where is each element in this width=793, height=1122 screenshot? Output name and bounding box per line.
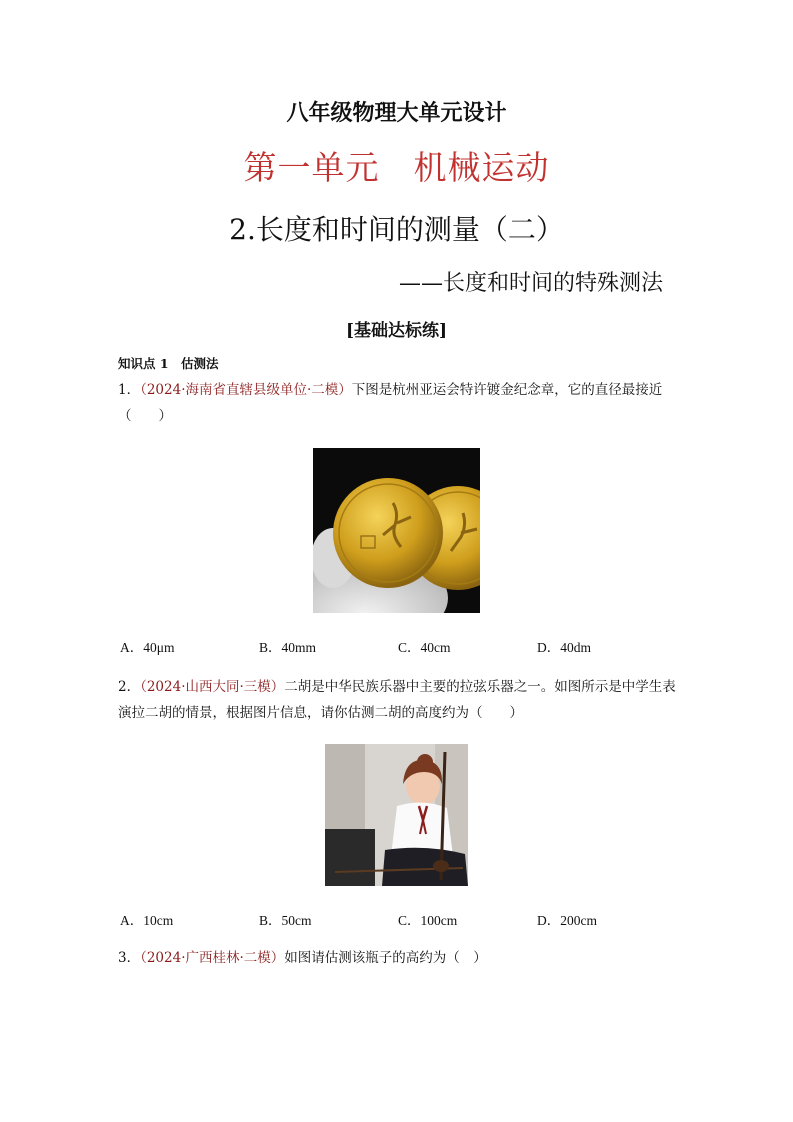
question-1 bbox=[118, 377, 683, 429]
q2-option-c: C．100cm bbox=[398, 913, 458, 928]
book-title: 八年级物理大单元设计 bbox=[286, 100, 507, 126]
question-3 bbox=[118, 945, 683, 971]
medal-photo bbox=[313, 448, 480, 613]
question-text: 下图是杭州亚运会特许镀金纪念章，它的直径最接近（ ） bbox=[118, 382, 663, 424]
q1-option-d: D．40dm bbox=[537, 640, 591, 655]
q2-option-d: D．200cm bbox=[537, 913, 597, 928]
question-2 bbox=[118, 674, 683, 726]
question-source: （2024·广西桂林·二模） bbox=[140, 950, 285, 966]
q2-option-b: B．50cm bbox=[259, 913, 312, 928]
q2-option-a: A．10cm bbox=[120, 913, 174, 928]
lesson-subtitle: ——长度和时间的特殊测法 bbox=[398, 271, 663, 296]
question-source: （2024·山西大同·三模） bbox=[140, 679, 285, 695]
q1-option-b: B．40mm bbox=[259, 640, 317, 655]
lesson-title: 2.长度和时间的测量（二） bbox=[229, 213, 564, 246]
q1-option-a: A．40μm bbox=[120, 640, 175, 655]
knowledge-point-heading: 知识点 1 估测法 bbox=[118, 356, 219, 371]
question-number: 2． bbox=[118, 679, 141, 695]
question-text: 如图请估测该瓶子的高约为（ ） bbox=[284, 950, 487, 966]
question-number: 3． bbox=[118, 950, 141, 966]
question-text: 二胡是中华民族乐器中主要的拉弦乐器之一。如图所示是中学生表演拉二胡的情景，根据图片信息，请你估测二胡的高度约为（ ） bbox=[118, 679, 676, 721]
q1-option-c: C．40cm bbox=[398, 640, 451, 655]
erhu-player-photo bbox=[325, 744, 468, 886]
unit-title: 第一单元 机械运动 bbox=[243, 148, 550, 187]
question-number: 1． bbox=[118, 382, 141, 398]
section-tag: [基础达标练] bbox=[345, 321, 448, 341]
question-source: （2024·海南省直辖县级单位·二模） bbox=[140, 382, 352, 398]
